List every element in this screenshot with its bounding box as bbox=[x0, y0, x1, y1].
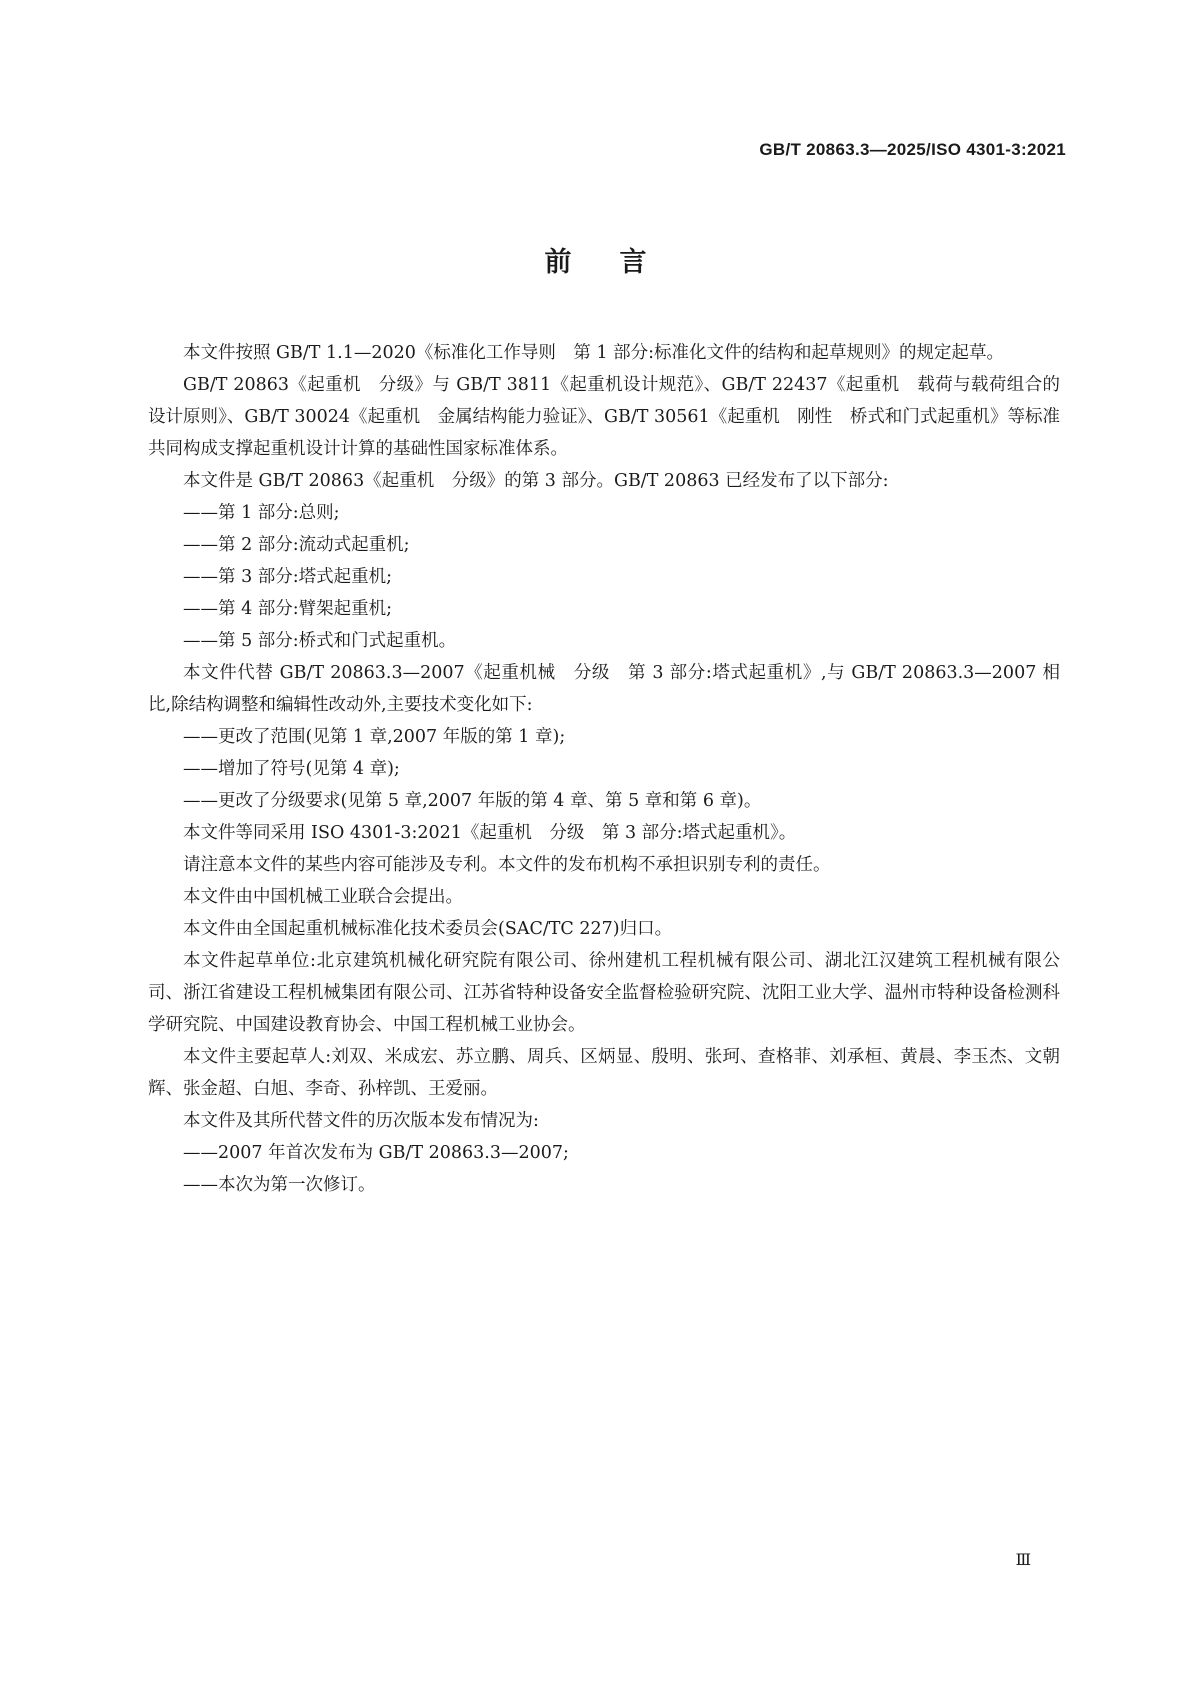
list-item-change-scope: ——更改了范围(见第 1 章,2007 年版的第 1 章); bbox=[183, 727, 566, 747]
paragraph-drafting-units: 本文件起草单位:北京建筑机械化研究院有限公司、徐州建机工程机械有限公司、湖北江汉建筑工程机械有限公司、浙江省建设工程机械集团有限公司、江苏省特种设备安全监督检验研究院、沈阳工业大学、温州市特种设备检测科学研究院、中国建设教育协会、中国工程机械工业协会。 bbox=[148, 951, 1060, 1035]
paragraph-replacement: 本文件代替 GB/T 20863.3—2007《起重机械 分级 第 3 部分:塔式起重机》,与 GB/T 20863.3—2007 相比,除结构调整和编辑性改动外,主要技术变化如下: bbox=[148, 663, 1060, 715]
standard-code: GB/T 20863.3—2025/ISO 4301-3:2021 bbox=[759, 140, 1066, 159]
list-item-part-4: ——第 4 部分:臂架起重机; bbox=[183, 599, 393, 619]
paragraph-part-info: 本文件是 GB/T 20863《起重机 分级》的第 3 部分。GB/T 20863 已经发布了以下部分: bbox=[183, 471, 889, 491]
list-item-history-current: ——本次为第一次修订。 bbox=[183, 1175, 376, 1195]
list-item-change-classification: ——更改了分级要求(见第 5 章,2007 年版的第 4 章、第 5 章和第 6 章)。 bbox=[183, 791, 762, 811]
paragraph-iso-adoption: 本文件等同采用 ISO 4301-3:2021《起重机 分级 第 3 部分:塔式起重机》。 bbox=[183, 823, 797, 843]
list-item-history-2007: ——2007 年首次发布为 GB/T 20863.3—2007; bbox=[183, 1143, 569, 1163]
foreword-body bbox=[148, 337, 1060, 1201]
paragraph-patent-notice: 请注意本文件的某些内容可能涉及专利。本文件的发布机构不承担识别专利的责任。 bbox=[183, 855, 831, 875]
list-item-part-1: ——第 1 部分:总则; bbox=[183, 503, 340, 523]
list-item-part-3: ——第 3 部分:塔式起重机; bbox=[183, 567, 393, 587]
paragraph-history-intro: 本文件及其所代替文件的历次版本发布情况为: bbox=[183, 1111, 539, 1131]
paragraph-proposer: 本文件由中国机械工业联合会提出。 bbox=[183, 887, 463, 907]
page-number: Ⅲ bbox=[1015, 1550, 1031, 1569]
paragraph-drafting-rules: 本文件按照 GB/T 1.1—2020《标准化工作导则 第 1 部分:标准化文件的结构和起草规则》的规定起草。 bbox=[183, 343, 1005, 363]
list-item-part-5: ——第 5 部分:桥式和门式起重机。 bbox=[183, 631, 457, 651]
list-item-part-2: ——第 2 部分:流动式起重机; bbox=[183, 535, 410, 555]
page-title: 前言 bbox=[544, 247, 695, 278]
paragraph-committee: 本文件由全国起重机械标准化技术委员会(SAC/TC 227)归口。 bbox=[183, 919, 673, 939]
list-item-change-symbols: ——增加了符号(见第 4 章); bbox=[183, 759, 400, 779]
paragraph-drafters: 本文件主要起草人:刘双、米成宏、苏立鹏、周兵、区炳显、殷明、张珂、查格菲、刘承桓、黄晨、李玉杰、文朝辉、张金超、白旭、李奇、孙梓凯、王爱丽。 bbox=[148, 1047, 1060, 1099]
paragraph-standard-system: GB/T 20863《起重机 分级》与 GB/T 3811《起重机设计规范》、GB/T 22437《起重机 载荷与载荷组合的设计原则》、GB/T 30024《起重机 金属结构能力验证》、GB/T 30561《起重机 刚性 桥式和门式起重机》等标准共同构成支撑起重机设计计算的基础性国家标准体系。 bbox=[148, 375, 1060, 459]
